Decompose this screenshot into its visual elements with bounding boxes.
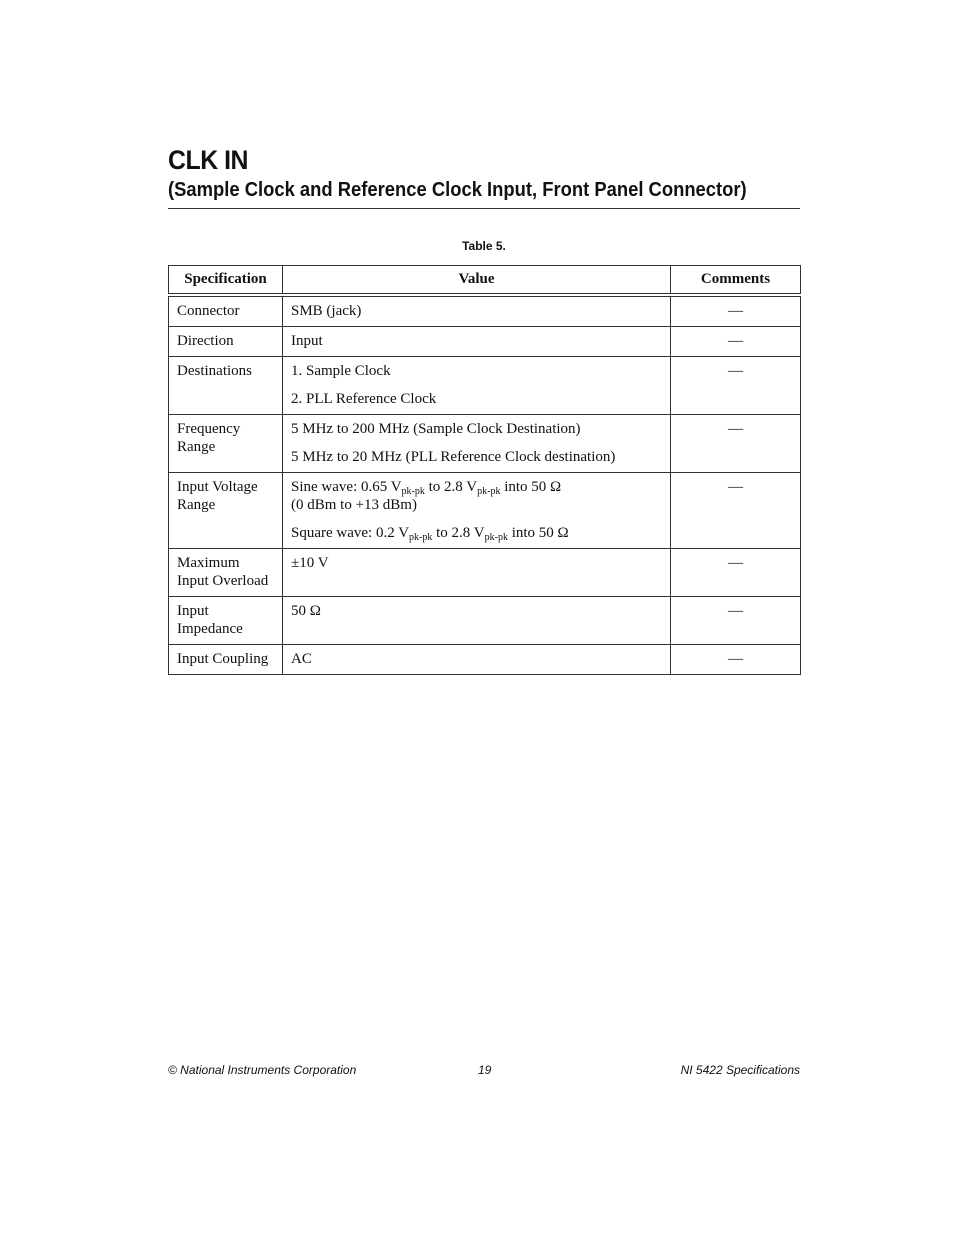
comment-cell: — (671, 295, 801, 327)
comment-cell: — (671, 645, 801, 675)
spec-cell: Destinations (169, 357, 283, 415)
spec-cell: Direction (169, 327, 283, 357)
table-row (169, 357, 801, 415)
spec-cell: Input Coupling (169, 645, 283, 675)
value-cell: SMB (jack) (283, 295, 671, 327)
spec-table (168, 265, 801, 675)
spec-cell: Maximum Input Overload (169, 549, 283, 597)
spec-cell: Frequency Range (169, 415, 283, 473)
table-row (169, 473, 801, 549)
comment-cell: — (671, 473, 801, 549)
table-row (169, 549, 801, 597)
value-cell: 50 Ω (283, 597, 671, 645)
table-row (169, 645, 801, 675)
value-line: 5 MHz to 20 MHz (PLL Reference Clock destination) (291, 449, 616, 465)
comment-cell: — (671, 549, 801, 597)
table-row (169, 327, 801, 357)
table-row (169, 597, 801, 645)
value-cell: ±10 V (283, 549, 671, 597)
header-value: Value (283, 266, 671, 296)
sine-wave-line: Sine wave: 0.65 $V_{pk-pk}$ to 2.8 $V_{pk-pk}$ into 50 Ω (0 dBm to +13 dBm) (291, 479, 562, 513)
comment-cell: — (671, 327, 801, 357)
heading-rule (168, 208, 800, 209)
value-line: 1. Sample Clock (291, 363, 391, 379)
header-comments: Comments (671, 266, 801, 296)
value-cell: AC (283, 645, 671, 675)
table-header-row (169, 266, 801, 296)
footer-page-number: 19 (478, 1063, 492, 1077)
table-row (169, 295, 801, 327)
spec-cell: Input Impedance (169, 597, 283, 645)
table-row (169, 415, 801, 473)
spec-cell: Connector (169, 295, 283, 327)
value-cell: Input (283, 327, 671, 357)
value-line: 5 MHz to 200 MHz (Sample Clock Destination) (291, 421, 581, 437)
header-specification: Specification (169, 266, 283, 296)
value-line: 2. PLL Reference Clock (291, 391, 437, 407)
value-cell (283, 473, 671, 549)
page-subtitle: (Sample Clock and Reference Clock Input, Front Panel Connector) (168, 179, 747, 201)
value-cell (283, 415, 671, 473)
footer-document-title: NI 5422 Specifications (680, 1063, 800, 1077)
square-wave-line: Square wave: 0.2 $V_{pk-pk}$ to 2.8 $V_{pk-pk}$ into 50 Ω (291, 525, 569, 543)
table-caption: Table 5. (462, 239, 506, 253)
comment-cell: — (671, 597, 801, 645)
footer-copyright: © National Instruments Corporation (168, 1063, 357, 1077)
comment-cell: — (671, 415, 801, 473)
spec-cell: Input Voltage Range (169, 473, 283, 549)
comment-cell: — (671, 357, 801, 415)
value-cell (283, 357, 671, 415)
page-title: CLK IN (168, 145, 249, 175)
